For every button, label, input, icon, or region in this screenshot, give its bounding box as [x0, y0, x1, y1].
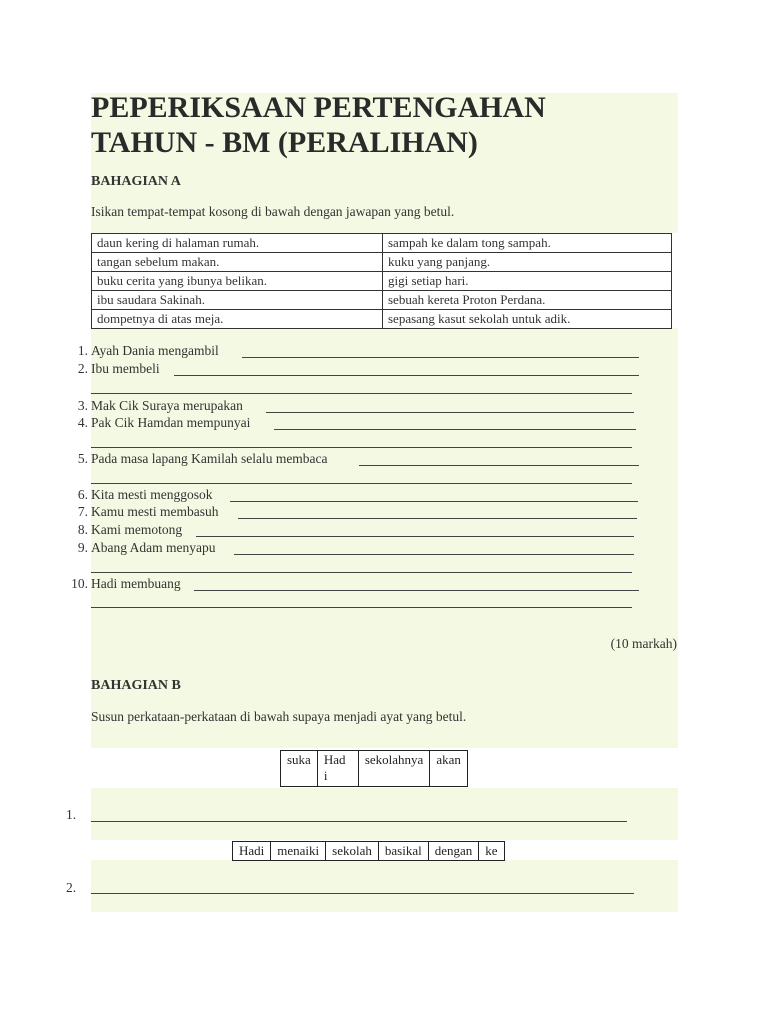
section-b-instruction: Susun perkataan-perkataan di bawah supaya menjadi ayat yang betul.	[91, 709, 467, 724]
answer-line[interactable]	[174, 375, 639, 376]
question-number: 8.	[77, 522, 88, 537]
option-cell: tangan sebelum makan.	[92, 253, 383, 272]
question-number: 7.	[77, 504, 88, 519]
word-box-1	[280, 750, 468, 787]
answer-options-table	[91, 233, 672, 329]
answer-line[interactable]	[91, 607, 632, 608]
option-cell: dompetnya di atas meja.	[92, 310, 383, 329]
answer-line[interactable]	[238, 518, 637, 519]
word-cell: ke	[479, 842, 504, 861]
question-text: Abang Adam menyapu	[91, 540, 216, 555]
table-row	[92, 272, 672, 291]
question-text: Pada masa lapang Kamilah selalu membaca	[91, 451, 328, 466]
option-cell: sepasang kasut sekolah untuk adik.	[383, 310, 672, 329]
question-text: Ayah Dania mengambil	[91, 343, 219, 358]
question-text: Pak Cik Hamdan mempunyai	[91, 415, 251, 430]
option-cell: sampah ke dalam tong sampah.	[383, 234, 672, 253]
word-cell: akan	[430, 751, 468, 787]
option-cell: ibu saudara Sakinah.	[92, 291, 383, 310]
table-row	[92, 310, 672, 329]
answer-line[interactable]	[91, 893, 634, 894]
answer-line[interactable]	[196, 536, 634, 537]
option-cell: sebuah kereta Proton Perdana.	[383, 291, 672, 310]
question-text: Mak Cik Suraya merupakan	[91, 398, 243, 413]
answer-line[interactable]	[242, 357, 639, 358]
option-cell: buku cerita yang ibunya belikan.	[92, 272, 383, 291]
word-cell: sekolah	[326, 842, 379, 861]
table-row	[92, 291, 672, 310]
answer-line[interactable]	[91, 483, 632, 484]
question-text: Kamu mesti membasuh	[91, 504, 219, 519]
question-number: 1.	[77, 343, 88, 358]
table-row	[281, 751, 468, 787]
answer-line[interactable]	[91, 572, 632, 573]
table-row	[233, 842, 505, 861]
marks-label: (10 markah)	[610, 636, 677, 651]
table-row	[92, 234, 672, 253]
table-row	[92, 253, 672, 272]
question-number: 5.	[77, 451, 88, 466]
section-a-instruction: Isikan tempat-tempat kosong di bawah dengan jawapan yang betul.	[91, 204, 455, 219]
word-box-2	[232, 841, 505, 861]
highlight-block-b1	[91, 788, 678, 840]
answer-line[interactable]	[91, 447, 632, 448]
answer-line[interactable]	[230, 501, 638, 502]
question-number: 9.	[77, 540, 88, 555]
question-number: 6.	[77, 487, 88, 502]
option-cell: gigi setiap hari.	[383, 272, 672, 291]
question-text: Hadi membuang	[91, 576, 181, 591]
option-cell: daun kering di halaman rumah.	[92, 234, 383, 253]
highlight-block-b2	[91, 860, 678, 912]
word-cell: basikal	[378, 842, 428, 861]
question-text: Kita mesti menggosok	[91, 487, 213, 502]
page-title: PEPERIKSAAN PERTENGAHAN TAHUN - BM (PERALIHAN)	[91, 91, 546, 159]
answer-line[interactable]	[194, 590, 639, 591]
answer-line[interactable]	[359, 465, 639, 466]
question-number: 1.	[66, 807, 77, 822]
word-cell: sekolahnya	[358, 751, 429, 787]
question-number: 3.	[77, 398, 88, 413]
answer-line[interactable]	[266, 412, 634, 413]
word-cell: Had i	[317, 751, 358, 787]
word-cell: menaiki	[271, 842, 326, 861]
word-cell: Hadi	[233, 842, 271, 861]
question-number: 2.	[77, 361, 88, 376]
question-number: 4.	[77, 415, 88, 430]
question-text: Ibu membeli	[91, 361, 160, 376]
word-cell: dengan	[428, 842, 479, 861]
question-number: 10.	[71, 576, 88, 591]
answer-line[interactable]	[91, 821, 627, 822]
word-cell: suka	[281, 751, 318, 787]
question-text: Kami memotong	[91, 522, 183, 537]
answer-line[interactable]	[234, 554, 634, 555]
section-a-heading: BAHAGIAN A	[91, 174, 181, 189]
question-number: 2.	[66, 880, 77, 895]
option-cell: kuku yang panjang.	[383, 253, 672, 272]
answer-line[interactable]	[274, 429, 636, 430]
section-b-heading: BAHAGIAN B	[91, 678, 181, 693]
answer-line[interactable]	[91, 393, 632, 394]
